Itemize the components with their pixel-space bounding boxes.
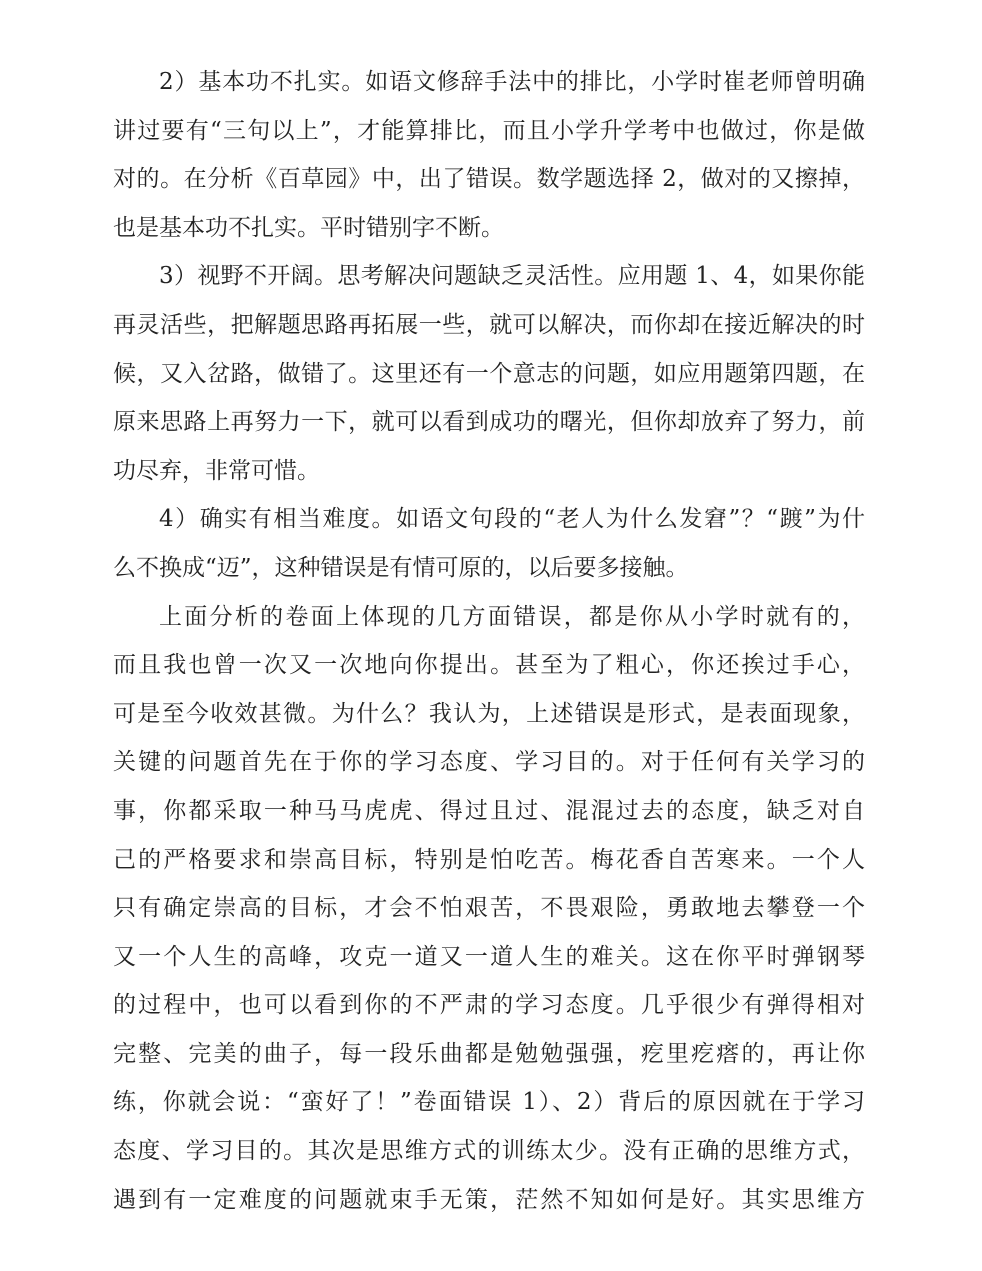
paragraph-2-line: 也是基本功不扎实。平时错别字不断。: [113, 214, 504, 241]
paragraph-analysis-line: 己的严格要求和崇高目标，特别是怕吃苦。梅花香自苦寒来。一个人: [113, 846, 865, 873]
paragraph-analysis-line: 关键的问题首先在于你的学习态度、学习目的。对于任何有关学习的: [113, 749, 865, 776]
paragraph-4-line: 么不换成“迈”，这种错误是有情可原的，以后要多接触。: [113, 554, 689, 581]
paragraph-3-line: 功尽弃，非常可惜。: [113, 457, 320, 484]
paragraph-2-line: 2）基本功不扎实。如语文修辞手法中的排比，小学时崔老师曾明确: [159, 69, 865, 95]
paragraph-analysis-line: 只有确定崇高的目标，才会不怕艰苦，不畏艰险，勇敢地去攀登一个: [113, 895, 865, 922]
paragraph-3-line: 候，又入岔路，做错了。这里还有一个意志的问题，如应用题第四题，在: [113, 360, 865, 387]
paragraph-analysis-line: 可是至今收效甚微。为什么？我认为，上述错误是形式，是表面现象，: [113, 700, 865, 727]
paragraph-analysis-line: 完整、完美的曲子，每一段乐曲都是勉勉强强，疙里疙瘩的，再让你: [113, 1040, 865, 1067]
paragraph-analysis-line: 而且我也曾一次又一次地向你提出。甚至为了粗心，你还挨过手心，: [113, 652, 865, 679]
paragraph-analysis-line: 的过程中，也可以看到你的不严肃的学习态度。几乎很少有弹得相对: [113, 992, 865, 1019]
paragraph-3-line: 3）视野不开阔。思考解决问题缺乏灵活性。应用题 1、4，如果你能: [159, 263, 865, 290]
paragraph-analysis-line: 事，你都采取一种马马虎虎、得过且过、混混过去的态度，缺乏对自: [113, 797, 865, 824]
paragraph-analysis-line: 态度、学习目的。其次是思维方式的训练太少。没有正确的思维方式，: [113, 1138, 865, 1165]
paragraph-analysis-line: 又一个人生的高峰，攻克一道又一道人生的难关。这在你平时弹钢琴: [113, 943, 865, 970]
paragraph-3-line: 再灵活些，把解题思路再拓展一些，就可以解决，而你却在接近解决的时: [113, 311, 865, 338]
document-body: [113, 58, 865, 1224]
paragraph-analysis-line: 遇到有一定难度的问题就束手无策，茫然不知如何是好。其实思维方: [113, 1186, 865, 1213]
paragraph-4-line: 4）确实有相当难度。如语文句段的“老人为什么发窘”？“踱”为什: [159, 506, 865, 533]
paragraph-2-line: 讲过要有“三句以上”，才能算排比，而且小学升学考中也做过，你是做: [113, 117, 865, 144]
paragraph-2-line: 对的。在分析《百草园》中，出了错误。数学题选择 2，做对的又擦掉，: [113, 166, 865, 193]
paragraph-analysis-line: 练，你就会说：“蛮好了！”卷面错误 1）、2）背后的原因就在于学习: [113, 1089, 865, 1116]
paragraph-3-line: 原来思路上再努力一下，就可以看到成功的曙光，但你却放弃了努力，前: [113, 409, 865, 436]
paragraph-analysis-line: 上面分析的卷面上体现的几方面错误，都是你从小学时就有的，: [159, 603, 865, 630]
